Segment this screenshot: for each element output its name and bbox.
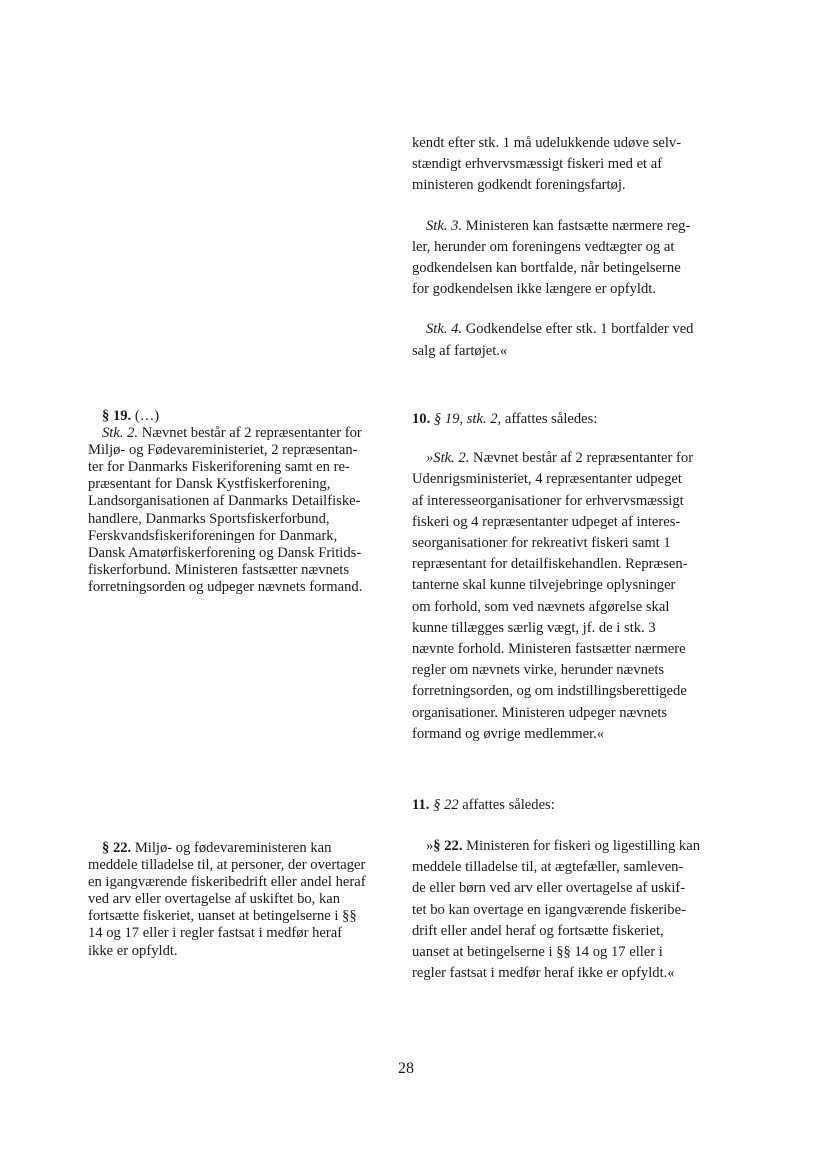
text-line [412, 836, 812, 857]
text-line: tanterne skal kunne tilvejebringe oplysninger [412, 577, 676, 594]
text-line: organisationer. Ministeren udpeger nævnets [412, 704, 668, 721]
text-line: Landsorganisationen af Danmarks Detailfiske- [88, 493, 361, 510]
text-line: meddele tilladelse til, at ægtefæller, samleven- [412, 859, 684, 876]
text-line [412, 448, 812, 469]
amendment-number: 10. [412, 411, 431, 427]
text-line: ministeren godkendt foreningsfartøj. [412, 177, 626, 194]
text-line: for godkendelsen ikke længere er opfyldt. [412, 281, 656, 298]
amendment-number: 11. [412, 797, 430, 813]
section-number: § 19. [102, 408, 132, 424]
text-line: kunne tillægges særlig vægt, jf. de i stk. 3 [412, 619, 656, 636]
paragraph-stk3 [412, 216, 812, 301]
left-section-19 [88, 408, 398, 596]
text-line: tet bo kan overtage en igangværende fiskeribe- [412, 901, 686, 918]
text-line: fiskeri og 4 repræsentanter udpeget af interes- [412, 513, 681, 530]
text-line [88, 840, 398, 857]
right-amendment-11 [412, 795, 812, 816]
text-line: regler om nævnets virke, herunder nævnets [412, 662, 665, 679]
text-line [88, 425, 398, 442]
section-number: § 22. [102, 840, 132, 856]
right-section-22 [412, 836, 812, 984]
text-line: Udenrigsministeriet, 4 repræsentanter udpeget [412, 471, 682, 488]
section-heading [88, 408, 398, 425]
text-line: repræsentant for detailfiskehandlen. Repræsen- [412, 556, 688, 573]
text-fragment: Ministeren kan fastsætte nærmere reg- [462, 217, 691, 234]
text-line: forretningsorden, og om indstillingsberettigede [412, 683, 687, 700]
text-fragment: Nævnet består af 2 repræsentanter for [469, 450, 694, 467]
stk-label: Stk. 3. [426, 217, 463, 234]
stk-label: »Stk. 2. [426, 450, 470, 467]
section-reference: § 19, stk. 2, [430, 411, 502, 427]
stk-label: Stk. 2. [102, 425, 139, 442]
text-line: ikke er opfyldt. [88, 942, 178, 959]
left-section-22 [88, 840, 398, 960]
text-fragment: Nævnet består af 2 repræsentanter for [138, 425, 362, 442]
text-fragment: Ministeren for fiskeri og ligestilling kan [462, 838, 700, 854]
text-line: ler, herunder om foreningens vedtægter og at [412, 238, 675, 255]
text-line: salg af fartøjet.« [412, 342, 508, 359]
text-line: nævnte forhold. Ministeren fastsætter nærmere [412, 641, 686, 658]
text-line: 14 og 17 eller i regler fastsat i medfør heraf [88, 925, 343, 942]
page-number: 28 [398, 1060, 414, 1077]
section-number: § 22. [433, 838, 463, 854]
text-line: af interesseorganisationer for erhvervsmæssigt [412, 492, 684, 509]
text-line [412, 319, 812, 340]
text-line: Miljø- og Fødevareministeriet, 2 repræsentan- [88, 442, 358, 459]
text-line: ved arv eller overtagelse af uskiftet bo, kan [88, 891, 341, 908]
text-line: stændigt erhvervsmæssigt fiskeri med et af [412, 156, 663, 173]
text-line: fiskerforbund. Ministeren fastsætter nævnets [88, 561, 350, 578]
text-line: ter for Danmarks Fiskeriforening samt en re- [88, 459, 350, 476]
text-line: regler fastsat i medfør heraf ikke er opfyldt.« [412, 965, 675, 982]
text-line: godkendelsen kan bortfalde, når betingelserne [412, 260, 681, 277]
text-line: præsentant for Dansk Kystfiskerforening, [88, 476, 331, 493]
text-line: handlere, Danmarks Sportsfiskerforbund, [88, 510, 330, 527]
stk-label: Stk. 4. [426, 321, 463, 338]
text-line [412, 216, 812, 237]
text-line: forretningsorden og udpeger nævnets formand. [88, 578, 363, 595]
amendment-heading [412, 409, 812, 430]
text-fragment: Miljø- og fødevareministeren kan [131, 840, 332, 856]
text-line: formand og øvrige medlemmer.« [412, 725, 605, 742]
quoted-text [412, 448, 812, 745]
text-fragment: affattes således: [501, 411, 598, 427]
text-line: meddele tilladelse til, at personer, der overtager [88, 857, 366, 874]
text-fragment: affattes således: [458, 797, 555, 813]
amendment-heading [412, 795, 812, 816]
paragraph [412, 133, 812, 197]
section-reference: § 22 [429, 797, 459, 813]
text-fragment: Godkendelse efter stk. 1 bortfalder ved [462, 321, 694, 338]
text-line: uanset at betingelserne i §§ 14 og 17 eller i [412, 944, 663, 961]
text-line: fortsætte fiskeriet, uanset at betingelserne i §§ [88, 908, 357, 925]
text-line: en igangværende fiskeribedrift eller andel heraf [88, 874, 366, 891]
text-fragment: (…) [131, 408, 160, 424]
text-line: kendt efter stk. 1 må udelukkende udøve selv- [412, 135, 682, 151]
text-line: Ferskvandsfiskeriforeningen for Danmark, [88, 527, 338, 544]
text-line: de eller børn ved arv eller overtagelse af uskif- [412, 880, 686, 897]
right-amendment-10 [412, 409, 812, 745]
text-line: Dansk Amatørfiskerforening og Dansk Fritids- [88, 544, 362, 561]
paragraph-stk4 [412, 319, 812, 361]
text-line: seorganisationer for rekreativt fiskeri samt 1 [412, 535, 671, 552]
text-line: drift eller andel heraf og fortsætte fiskeriet, [412, 922, 664, 939]
text-line: om forhold, som ved nævnets afgørelse skal [412, 598, 670, 615]
right-intro-block [412, 133, 812, 362]
quote-mark: » [426, 838, 434, 854]
